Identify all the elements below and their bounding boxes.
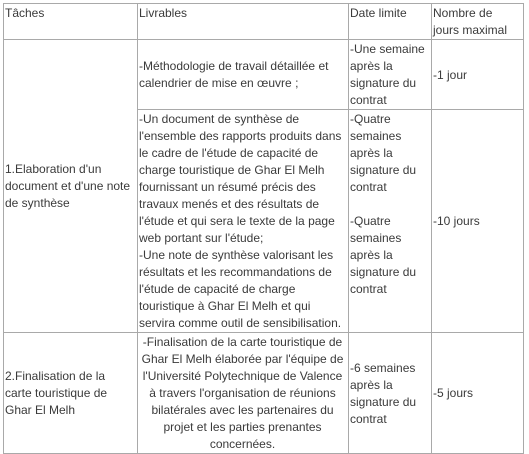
deliverable-cell-methodologie: -Méthodologie de travail détaillée et calendrier de mise en œuvre ;: [138, 40, 349, 110]
deadline-cell-2: [349, 110, 432, 333]
days-cell-3: -5 jours: [432, 333, 524, 454]
task-cell-1: 1.Elaboration d'un document et d'une note de synthèse: [4, 40, 138, 333]
header-livrables: Livrables: [138, 4, 349, 40]
deliverable-cell-carte: -Finalisation de la carte touristique de Ghar El Melh élaborée par l'équipe de l'Université Polytechnique de Valence à travers l'organisation de réunions bilatérales avec les partenaires du projet et les parties prenantes concernées.: [138, 333, 349, 454]
deadline-cell-3: -6 semaines après la signature du contrat: [349, 333, 432, 454]
deadline-note-synthese: -Quatre semaines après la signature du contrat: [350, 214, 417, 296]
days-cell-1: -1 jour: [432, 40, 524, 110]
deadline-document-synthese: -Quatre semaines après la signature du contrat: [350, 112, 417, 194]
header-date-limite: Date limite: [349, 4, 432, 40]
deadline-cell-1: -Une semaine après la signature du contrat: [349, 40, 432, 110]
tasks-deliverables-table: [3, 3, 524, 454]
header-nombre-jours: Nombre de jours maximal: [432, 4, 524, 40]
days-cell-2: -10 jours: [432, 110, 524, 333]
task-cell-2: 2.Finalisation de la carte touristique de Ghar El Melh: [4, 333, 138, 454]
deliverable-cell-synthese: [138, 110, 349, 333]
table-header-row: [4, 4, 524, 40]
deliverable-note-synthese: -Une note de synthèse valorisant les résultats et les recommandations de l'étude de capacité de charge touristique à Ghar El Melh et qui servira comme outil de sensibilisation.: [139, 248, 342, 330]
deliverable-document-synthese: -Un document de synthèse de l'ensemble des rapports produits dans le cadre de l'étude de capacité de charge touristique de Ghar El Melh fournissant un résumé précis des travaux menés et des résultats de l'étude et qui sera le texte de la page web portant sur l'étude;: [139, 112, 342, 245]
table-row: [4, 333, 524, 454]
table-row: [4, 40, 524, 110]
header-taches: Tâches: [4, 4, 138, 40]
